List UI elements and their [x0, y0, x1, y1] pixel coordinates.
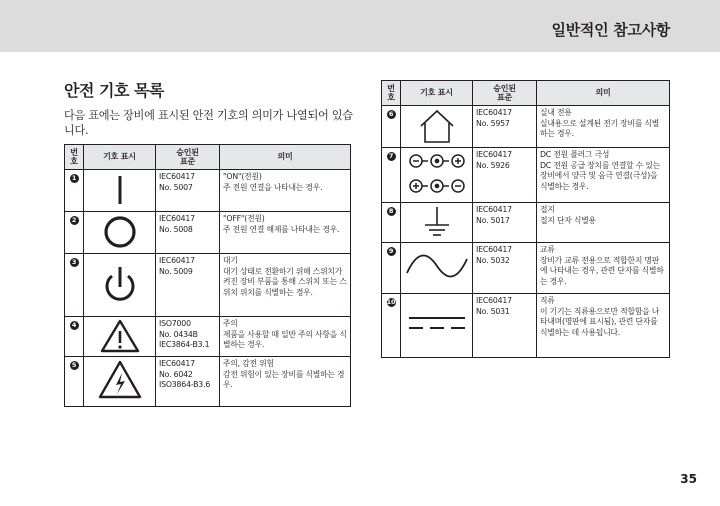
table-row	[382, 148, 670, 203]
safety-symbols-table-left	[64, 144, 351, 407]
meaning-text: 실내 전용 실내용으로 설계된 전기 장비를 식별하는 경우.	[537, 106, 670, 148]
table-row	[65, 317, 351, 357]
row-number: 3	[70, 258, 79, 267]
approval-standard: IEC60417 No. 5008	[156, 212, 220, 254]
section-title: 안전 기호 목록	[64, 81, 164, 100]
ground-icon	[401, 203, 473, 243]
header-bar	[0, 0, 720, 52]
table-row	[382, 243, 670, 294]
header-meaning: 의미	[537, 81, 670, 106]
meaning-text: 주의, 감전 위험 감전 위험이 있는 장비를 식별하는 경우.	[220, 357, 351, 407]
row-number: 5	[70, 361, 79, 370]
table-row	[65, 357, 351, 407]
approval-standard: IEC60417 No. 5009	[156, 254, 220, 317]
page-number: 35	[680, 472, 697, 486]
table-row	[382, 294, 670, 358]
indoor-use-icon	[401, 106, 473, 148]
meaning-text: 접지 접지 단자 식별용	[537, 203, 670, 243]
table-row	[65, 170, 351, 212]
approval-standard: IEC60417 No. 5957	[473, 106, 537, 148]
row-number: 1	[70, 174, 79, 183]
meaning-text: DC 전원 플러그 극성 DC 전원 공급 장치를 연결할 수 있는 장비에서 양극 및 음극 연결(극성)을 식별하는 경우.	[537, 148, 670, 203]
table-header-row	[65, 145, 351, 170]
approval-standard: IEC60417 No. 6042 ISO3864-B3.6	[156, 357, 220, 407]
table-row	[382, 203, 670, 243]
header-symbol: 기호 표시	[401, 81, 473, 106]
header-meaning: 의미	[220, 145, 351, 170]
power-on-icon	[84, 170, 156, 212]
row-number: 10	[386, 298, 396, 306]
header-symbol: 기호 표시	[84, 145, 156, 170]
approval-standard: IEC60417 No. 5031	[473, 294, 537, 358]
intro-text: 다음 표에는 장비에 표시된 안전 기호의 의미가 나열되어 있습니다.	[64, 109, 353, 137]
header-number: 번호	[382, 81, 401, 106]
header-approval: 승인된 표준	[156, 145, 220, 170]
table-row	[65, 254, 351, 317]
table-row	[382, 106, 670, 148]
row-number: 4	[70, 321, 79, 330]
approval-standard: IEC60417 No. 5007	[156, 170, 220, 212]
caution-icon	[84, 317, 156, 357]
header-approval: 승인된 표준	[473, 81, 537, 106]
row-number: 9	[387, 247, 396, 256]
approval-standard: ISO7000 No. 0434B IEC3864-B3.1	[156, 317, 220, 357]
meaning-text: "ON"(전원) 주 전원 연결을 나타내는 경우.	[220, 170, 351, 212]
meaning-text: "OFF"(전원) 주 전원 연결 해제를 나타내는 경우.	[220, 212, 351, 254]
standby-icon	[84, 254, 156, 317]
electric-shock-warning-icon	[84, 357, 156, 407]
meaning-text: 주의 제품을 사용할 때 일반 주의 사항을 식별하는 경우.	[220, 317, 351, 357]
direct-current-icon	[401, 294, 473, 358]
approval-standard: IEC60417 No. 5032	[473, 243, 537, 294]
table-header-row	[382, 81, 670, 106]
row-number: 6	[387, 110, 396, 119]
power-off-icon	[84, 212, 156, 254]
approval-standard: IEC60417 No. 5926	[473, 148, 537, 203]
meaning-text: 대기 대기 상태로 전환하기 위해 스위치가 켜진 장비 부품을 통해 스위치 또는 스위치 위치를 식별하는 경우.	[220, 254, 351, 317]
approval-standard: IEC60417 No. 5017	[473, 203, 537, 243]
meaning-text: 직류 이 기기는 직류용으로만 적합함을 나타내며(명판에 표시됨), 관련 단자를 식별하는 데 사용됩니다.	[537, 294, 670, 358]
alternating-current-icon	[401, 243, 473, 294]
row-number: 8	[387, 207, 396, 216]
safety-symbols-table-right	[381, 80, 670, 358]
meaning-text: 교류 장비가 교류 전용으로 적합한지 명판에 나타내는 경우, 관련 단자를 식별하는 경우.	[537, 243, 670, 294]
chapter-title: 일반적인 참고사항	[551, 21, 670, 39]
header-number: 번호	[65, 145, 84, 170]
row-number: 7	[387, 152, 396, 161]
dc-polarity-icon	[401, 148, 473, 203]
row-number: 2	[70, 216, 79, 225]
table-row	[65, 212, 351, 254]
